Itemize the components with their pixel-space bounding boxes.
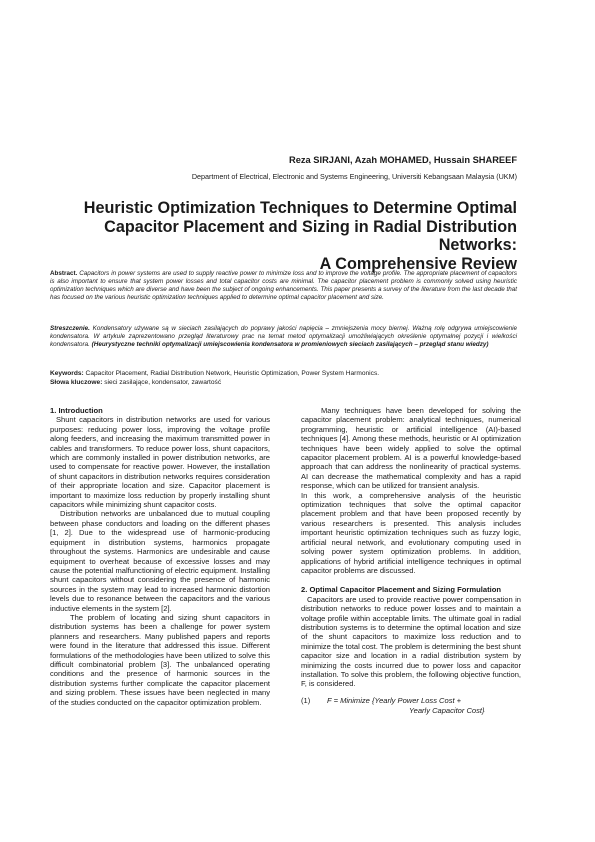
keywords-text: Capacitor Placement, Radial Distribution Network, Heuristic Optimization, Power System Harmonics.	[83, 370, 380, 377]
paragraph: Shunt capacitors in distribution networks are used for various purposes: reducing power loss, improving the voltage profile along feeders, and increasing the maximum transmitted power in cables and transformers. To reduce power loss, shunt capacitors, which are commonly installed in power distribution networks, are used to compensate for reactive power. However, the installation of shunt capacitors in distribution networks requires consideration of their appropriate location and size. Capacitor placement is important to maximize loss reduction by properly installing shunt capacitors while minimizing shunt capacitor costs.	[50, 415, 270, 510]
affiliation: Department of Electrical, Electronic and Systems Engineering, Universiti Kebangsaan Malaysia (UKM)	[191, 172, 517, 181]
section-heading-formulation: 2. Optimal Capacitor Placement and Sizing Formulation	[301, 585, 502, 595]
keywords-pl-label: Słowa kluczowe:	[50, 378, 103, 386]
keywords-label: Keywords:	[50, 370, 84, 377]
title-line-3: A Comprehensive Review	[319, 254, 517, 273]
streszczenie-text: Kondensatory używane są w sieciach zasilających do poprawy jakości napięcia – zmniejszenia mocy biernej. Ważną rolę odgrywa umiejscowienie kondensatora. W artykule zaprezentowano przegląd literaturowy prac na temat metod optymalizacji umożliwiających określenie optymalnej pozycji i wielkości kondensatora.	[50, 325, 517, 349]
abstract-polish	[50, 325, 517, 349]
paragraph: Capacitors are used to provide reactive power compensation in distribution networks to reduce power losses and to maintain a voltage profile within acceptable limits. The ultimate goal in radial distribution systems is to determine the optimal location and size of the shunt capacitors to maximize loss reduction and to minimize the total cost. The problem is determining the best shunt capacitor size and location in a radial distribution system by minimizing the costs incurred due to power loss and capacitor installation. To solve this problem, the following objective function, F, is considered.	[301, 594, 521, 689]
abstract-label: Abstract.	[50, 270, 78, 277]
equation-number: (1)	[301, 695, 311, 705]
author-list: Reza SIRJANI, Azah MOHAMED, Hussain SHAREEF	[289, 155, 517, 165]
equation-1	[301, 696, 521, 718]
keywords-pl-text: sieci zasilające, kondensator, zawartość	[102, 378, 222, 386]
streszczenie-label: Streszczenie.	[50, 325, 90, 332]
keywords	[50, 370, 517, 387]
abstract	[50, 270, 517, 302]
paragraph: The problem of locating and sizing shunt capacitors in distribution systems has been a challenge for power system planners and researchers. Many published papers and reports were found in the literature that addressed this issue. Different formulations of the methodologies have been utilized to solve this difficult combinatorial problem [3]. The unbalanced operating conditions and the presence of harmonic sources in the distribution systems further complicate the capacitor placement and sizing problem. These issues have been neglected in many of the studies conducted on the capacitor optimization problem.	[50, 612, 270, 707]
equation-line-2: Yearly Capacitor Cost}	[409, 705, 485, 715]
polish-title: (Heurystyczne techniki optymalizacji umiejscowienia kondensatora w promieniowych sieciach zasilających – przegląd stanu wiedzy)	[91, 341, 489, 349]
paragraph: Many techniques have been developed for solving the capacitor placement problem: analytical techniques, numerical programming, heuristic or artificial intelligence (AI)-based techniques [4]. Among these methods, heuristic or AI optimization techniques have been widely applied to solve the optimal capacitor placement problem. AI is a powerful knowledge-based approach that can address the nonlinearity of practical systems. AI can decrease the mathematical complexity and has a rapid response, which can be utilized for transient analysis.	[301, 406, 521, 491]
left-column	[50, 406, 270, 707]
paragraph: In this work, a comprehensive analysis of the heuristic optimization techniques that solve the optimal capacitor placement problem and that have been proposed recently by various researchers is presented. This analysis includes important heuristic optimization techniques such as fuzzy logic, artificial neural network, and evolutionary computing used in solving power system optimization problems. In addition, applications of hybrid artificial intelligence techniques in optimal capacitor problems are discussed.	[301, 490, 521, 575]
paragraph: Distribution networks are unbalanced due to mutual coupling between phase conductors and loading on the different phases [1, 2]. Due to the widespread use of harmonic-producing equipment in distribution systems, harmonics propagate throughout the systems. Harmonics are undesirable and cause equipment to overheat because of excessive losses and may cause the potential malfunctioning of electric equipment. Installing shunt capacitors without considering the presence of harmonic sources in the system may lead to increased harmonic distortion levels due to resonance between the capacitors and the various inductive elements in the system [2].	[50, 509, 270, 613]
title-line-1: Heuristic Optimization Techniques to Determine Optimal	[83, 199, 517, 217]
abstract-text: Capacitors in power systems are used to supply reactive power to minimize loss and to improve the voltage profile. The appropriate placement of capacitors is also important to ensure that system power losses and total capacitor costs are minimal. The capacitor placement problem is commonly solved using heuristic optimization techniques which are diverse and have been the subject of ongoing enhancements. This paper presents a survey of the literature from the last decade that has focused on the various heuristic optimization techniques applied to determine optimal capacitor placement and size.	[50, 270, 517, 302]
right-column	[301, 406, 521, 718]
paper-title	[40, 199, 517, 273]
equation-line-1: F = Minimize {Yearly Power Loss Cost +	[327, 695, 462, 705]
title-line-2: Capacitor Placement and Sizing in Radial Distribution Networks:	[104, 217, 517, 254]
section-heading-introduction: 1. Introduction	[50, 406, 103, 415]
